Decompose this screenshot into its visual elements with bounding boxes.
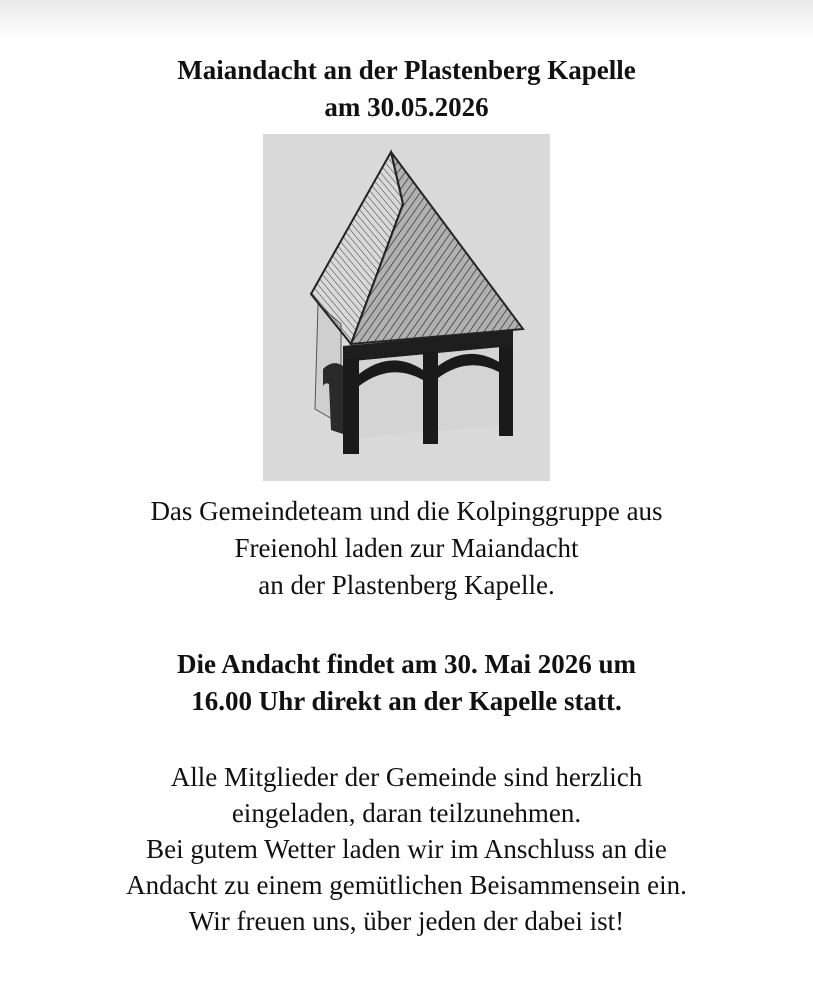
closing-text bbox=[0, 759, 813, 939]
closing-line-2: eingeladen, daran teilzunehmen. bbox=[231, 798, 582, 828]
top-shadow bbox=[0, 0, 813, 40]
title-line-2: am 30.05.2026 bbox=[324, 92, 489, 122]
closing-line-3: Bei gutem Wetter laden wir im Anschluss an die bbox=[146, 834, 667, 864]
closing-line-5: Wir freuen uns, über jeden der dabei ist! bbox=[188, 906, 625, 936]
chapel-sketch-icon bbox=[263, 134, 550, 481]
intro-line-3: an der Plastenberg Kapelle. bbox=[258, 570, 555, 600]
intro-line-1: Das Gemeindeteam und die Kolpinggruppe aus bbox=[150, 496, 663, 526]
intro-line-2: Freienohl laden zur Maiandacht bbox=[234, 533, 579, 563]
title-line-1: Maiandacht an der Plastenberg Kapelle bbox=[177, 55, 636, 85]
event-line-1: Die Andacht findet am 30. Mai 2026 um bbox=[177, 649, 636, 679]
flyer-title bbox=[0, 52, 813, 126]
closing-line-1: Alle Mitglieder der Gemeinde sind herzlich bbox=[170, 762, 643, 792]
event-line-2: 16.00 Uhr direkt an der Kapelle statt. bbox=[191, 686, 622, 716]
intro-text bbox=[0, 493, 813, 604]
event-details bbox=[0, 646, 813, 720]
closing-line-4: Andacht zu einem gemütlichen Beisammensein ein. bbox=[126, 870, 687, 900]
